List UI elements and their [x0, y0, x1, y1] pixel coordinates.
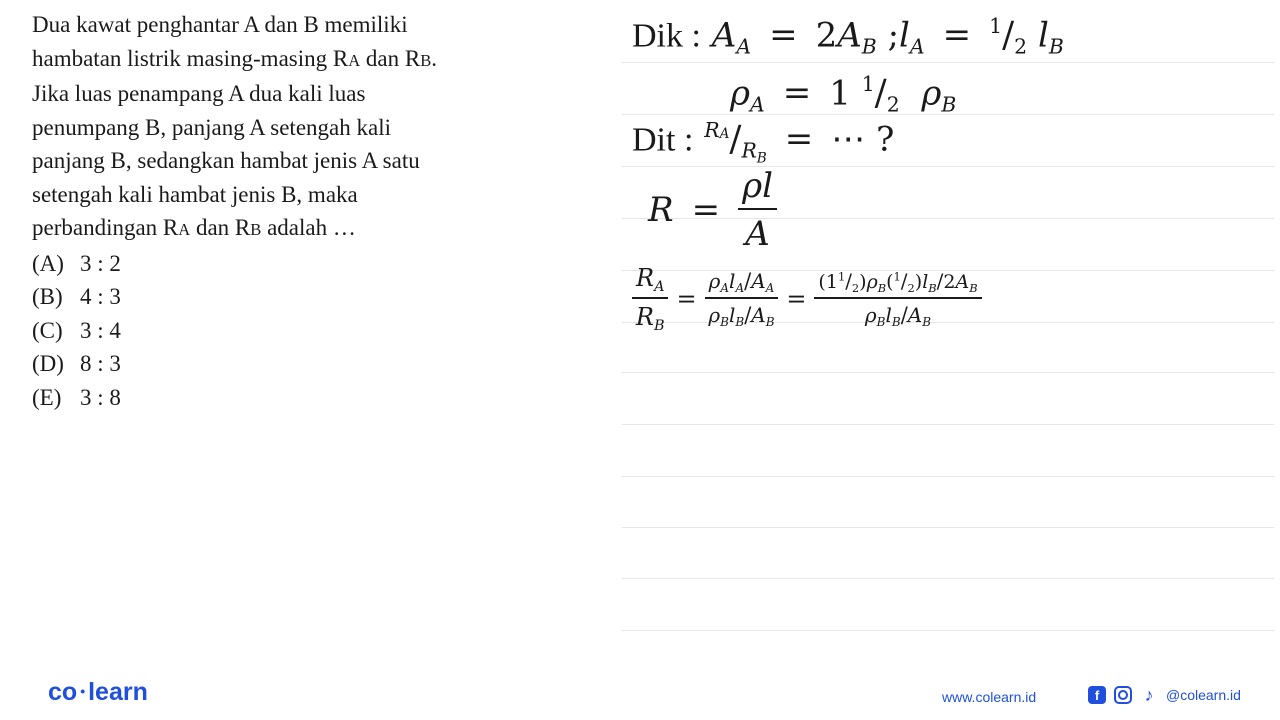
equals-sign: = — [676, 285, 697, 314]
math-symbol: l — [762, 166, 773, 206]
frac-numerator: 1 — [861, 72, 875, 96]
frac-denominator: 2 — [851, 280, 860, 295]
question-line: Jika luas penampang A dua kali luas — [32, 81, 366, 106]
question-line: Dua kawat penghantar A dan B memiliki — [32, 12, 408, 37]
math-number: 2 — [815, 15, 838, 56]
ruled-line — [622, 62, 1274, 63]
math-subscript: B — [765, 315, 775, 330]
equals-sign: = — [786, 285, 807, 314]
dik-label: Dik : — [632, 17, 701, 55]
ruled-line — [622, 476, 1274, 477]
math-subscript: B — [891, 315, 901, 330]
ratio-row — [632, 264, 982, 334]
separator: ; — [887, 15, 900, 56]
math-subscript: B — [941, 92, 957, 117]
math-symbol: A — [751, 303, 766, 328]
punctuation: . — [431, 45, 438, 71]
frac-slash: / — [900, 268, 908, 293]
dit-label: Dit : — [632, 121, 694, 159]
math-symbol: R — [635, 303, 654, 332]
equals-sign: = — [769, 15, 798, 56]
option-letter: (C) — [32, 317, 63, 343]
frac-numerator: 1 — [893, 269, 901, 284]
website-link[interactable]: www.colearn.id — [942, 689, 1037, 705]
option-letter: (A) — [32, 250, 64, 276]
math-symbol: A — [837, 15, 862, 56]
equals-sign: = — [691, 190, 721, 230]
math-symbol: ρ — [708, 303, 721, 328]
tiktok-icon[interactable]: ♪ — [1144, 684, 1154, 705]
math-symbol: ρ — [921, 73, 942, 114]
math-subscript: B — [969, 280, 978, 295]
given-row-2 — [730, 72, 956, 116]
subscript: A — [348, 50, 361, 70]
ruled-line — [622, 372, 1274, 373]
equals-sign: = — [784, 119, 814, 160]
ruled-line — [622, 578, 1274, 579]
math-symbol: l — [729, 268, 736, 293]
frac-denominator: 2 — [907, 280, 915, 295]
social-links — [1088, 686, 1241, 704]
math-number: 1 — [829, 73, 851, 114]
answer-options — [32, 247, 562, 415]
math-subscript: B — [861, 34, 877, 59]
option-value: 3 : 8 — [80, 384, 121, 410]
option-value: 8 : 3 — [80, 351, 121, 376]
equals-sign: = — [782, 73, 812, 114]
math-subscript: B — [928, 280, 937, 295]
asked-row — [632, 118, 894, 166]
frac-numerator: 1 — [989, 14, 1003, 38]
math-symbol: l — [1037, 15, 1049, 56]
math-symbol: ρ — [866, 270, 878, 293]
math-symbol: ρ — [730, 73, 750, 114]
math-subscript: B — [756, 150, 767, 167]
frac-slash: / — [845, 268, 852, 293]
math-subscript: A — [750, 92, 765, 117]
question-text — [32, 8, 562, 247]
math-symbol: ρ — [742, 166, 763, 206]
option-letter: (D) — [32, 351, 64, 376]
option-value: 4 : 3 — [80, 284, 121, 309]
math-symbol: l — [885, 302, 892, 327]
math-subscript: B — [877, 280, 887, 295]
ruled-line — [622, 424, 1274, 425]
question-line: panjang B, sedangkan hambat jenis A satu — [32, 148, 420, 173]
subscript: B — [250, 220, 262, 239]
math-subscript: B — [720, 315, 729, 330]
option-value: 3 : 2 — [80, 250, 121, 276]
math-subscript: B — [876, 315, 886, 330]
math-subscript: B — [653, 318, 665, 335]
option-value: 3 : 4 — [80, 317, 121, 343]
math-symbol: A — [955, 270, 970, 293]
option-b[interactable] — [32, 280, 562, 314]
social-handle[interactable]: @colearn.id — [1166, 687, 1241, 703]
math-subscript: A — [719, 126, 730, 143]
option-e[interactable] — [32, 381, 562, 415]
brand-text: co — [48, 678, 78, 706]
equals-sign: = — [942, 15, 972, 56]
question-mark: ⋯ ? — [831, 119, 895, 160]
question-line: perbandingan R — [32, 215, 179, 240]
frac-numerator: R — [704, 118, 720, 142]
option-c[interactable] — [32, 314, 562, 348]
given-row-1 — [632, 14, 1064, 58]
frac-denominator: 2 — [1014, 34, 1028, 59]
option-d[interactable] — [32, 347, 562, 381]
subscript: A — [178, 220, 191, 239]
brand-dot: • — [80, 683, 86, 699]
ratio-middle-fraction — [705, 269, 779, 329]
brand-logo — [48, 678, 148, 707]
facebook-icon[interactable]: f — [1088, 686, 1106, 704]
formula-fraction — [738, 166, 777, 254]
frac-denominator: R — [741, 138, 757, 163]
question-line: dan R — [360, 45, 421, 71]
math-symbol: l — [922, 270, 929, 293]
option-letter: (E) — [32, 384, 62, 410]
math-symbol: A — [711, 15, 737, 56]
frac-slash: / — [729, 118, 742, 160]
math-subscript: A — [765, 281, 775, 296]
ruled-line — [622, 630, 1274, 631]
math-subscript: B — [922, 315, 932, 330]
math-symbol: ρ — [708, 268, 721, 293]
math-subscript: B — [1048, 34, 1064, 59]
ratio-left-fraction — [632, 264, 668, 334]
math-symbol: R — [648, 190, 674, 230]
resistance-formula — [648, 166, 777, 254]
question-line: adalah … — [261, 215, 356, 240]
question-line: hambatan listrik masing-masing R — [32, 45, 349, 71]
frac-denominator: 2 — [886, 92, 900, 117]
question-line: penumpang B, panjang A setengah kali — [32, 114, 391, 140]
math-subscript: A — [735, 281, 745, 296]
instagram-icon[interactable] — [1114, 686, 1132, 704]
ratio-right-fraction: $\frac{(1^1/_2)\rho_B(^1/_2)l_B/2A_B}{\rho_Bl_B/A_B}$ — [814, 269, 981, 329]
math-subscript: B — [735, 315, 745, 330]
math-symbol: A — [745, 214, 770, 254]
math-subscript: A — [654, 279, 665, 296]
math-number: 1 — [825, 270, 838, 293]
question-line: dan R — [190, 215, 251, 240]
frac-numerator: 1 — [837, 269, 846, 284]
frac-slash: / — [1002, 14, 1015, 56]
ruled-line — [622, 527, 1274, 528]
frac-slash: / — [874, 72, 887, 114]
math-symbol: l — [899, 15, 910, 56]
math-number: 2 — [943, 270, 956, 293]
option-a[interactable] — [32, 247, 562, 281]
math-symbol: l — [728, 303, 736, 328]
frac-slash: / — [744, 268, 752, 293]
frac-slash: / — [936, 268, 944, 293]
math-symbol: R — [636, 264, 655, 292]
math-symbol: A — [751, 268, 766, 293]
option-letter: (B) — [32, 284, 63, 309]
math-symbol: ρ — [864, 302, 877, 327]
subscript: B — [420, 50, 432, 70]
frac-slash: / — [744, 303, 752, 328]
brand-text: learn — [88, 678, 148, 706]
frac-slash: / — [900, 302, 908, 327]
question-line: setengah kali hambat jenis B, maka — [32, 181, 358, 207]
math-subscript: A — [736, 34, 752, 59]
math-subscript: A — [720, 281, 730, 296]
question-block — [32, 8, 562, 414]
math-symbol: A — [907, 302, 923, 327]
math-subscript: A — [909, 34, 925, 59]
